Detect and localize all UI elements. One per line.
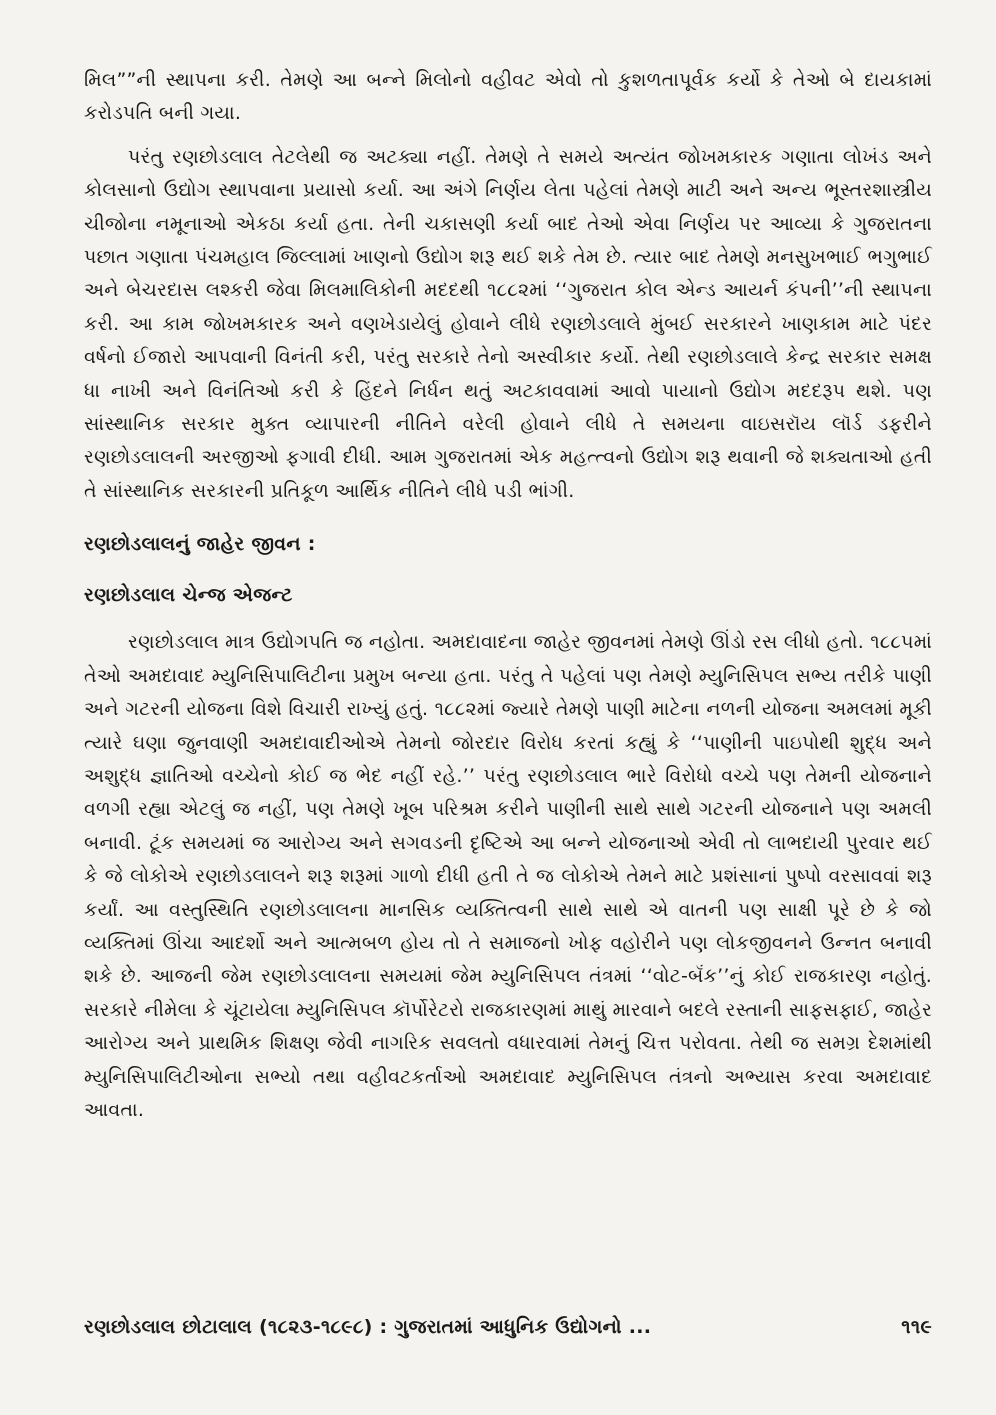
- page-footer: [84, 1316, 932, 1338]
- page-body: [84, 64, 932, 1127]
- paragraph-municipal-work: રણછોડલાલ માત્ર ઉદ્યોગપતિ જ નહોતા. અમદાવાદના જાહેર જીવનમાં તેમણે ઊંડો રસ લીધો હતો. ૧૮૮૫માં તેઓ અમદાવાદ મ્યુનિસિપાલિટીના પ્રમુખ બન્યા હતા. પરંતુ તે પહેલાં પણ તેમણે મ્યુનિસિપલ સભ્ય તરીકે પાણી અને ગટરની યોજના વિશે વિચારી રાખ્યું હતું. ૧૮૮૨માં જ્યારે તેમણે પાણી માટેના નળની યોજના અમલમાં મૂકી ત્યારે ઘણા જુનવાણી અમદાવાદીઓએ તેમનો જોરદાર વિરોધ કરતાં કહ્યું કે ‘‘પાણીની પાઇપોથી શુદ્ધ અને અશુદ્ધ જ્ઞાતિઓ વચ્ચેનો કોઈ જ ભેદ નહીં રહે.’’ પરંતુ રણછોડલાલ ભારે વિરોધો વચ્ચે પણ તેમની યોજનાને વળગી રહ્યા એટલું જ નહીં, પણ તેમણે ખૂબ પરિશ્રમ કરીને પાણીની સાથે સાથે ગટરની યોજનાને પણ અમલી બનાવી. ટૂંક સમયમાં જ આરોગ્ય અને સગવડની દૃષ્ટિએ આ બન્ને યોજનાઓ એવી તો લાભદાયી પુરવાર થઈ કે જે લોકોએ રણછોડલાલને શરૂ શરૂમાં ગાળો દીધી હતી તે જ લોકોએ તેમને માટે પ્રશંસાનાં પુષ્પો વરસાવવાં શરૂ કર્યાં. આ વસ્તુસ્થિતિ રણછોડલાલના માનસિક વ્યક્તિત્વની સાથે સાથે એ વાતની પણ સાક્ષી પૂરે છે કે જો વ્યક્તિમાં ઊંચા આદર્શો અને આત્મબળ હોય તો તે સમાજનો ખોફ વહોરીને પણ લોકજીવનને ઉન્નત બનાવી શકે છે. આજની જેમ રણછોડલાલના સમયમાં જેમ મ્યુનિસિપલ તંત્રમાં ‘‘વોટ-બૅંક’’નું કોઈ રાજકારણ નહોતું. સરકારે નીમેલા કે ચૂંટાયેલા મ્યુનિસિપલ કૉર્પોરેટરો રાજકારણમાં માથું મારવાને બદલે રસ્તાની સાફસફાઈ, જાહેર આરોગ્ય અને પ્રાથમિક શિક્ષણ જેવી નાગરિક સવલતો વધારવામાં તેમનું ચિત્ત પરોવતા. તેથી જ સમગ્ર દેશમાંથી મ્યુનિસિપાલિટીઓના સભ્યો તથા વહીવટકર્તાઓ અમદાવાદ મ્યુનિસિપલ તંત્રનો અભ્યાસ કરવા અમદાવાદ આવતા.: [84, 631, 932, 1121]
- running-title: રણછોડલાલ છોટાલાલ (૧૮૨૩-૧૮૯૮) : ગુજરાતમાં આધુનિક ઉદ્યોગનો ...: [84, 1316, 652, 1338]
- subsection-heading-change-agent: રણછોડલાલ ચેન્જ એજન્ટ: [84, 584, 293, 607]
- paragraph-iron-coal-industry: પરંતુ રણછોડલાલ તેટલેથી જ અટક્યા નહીં. તેમણે તે સમયે અત્યંત જોખમકારક ગણાતા લોખંડ અને કોલસાનો ઉદ્યોગ સ્થાપવાના પ્રયાસો કર્યા. આ અંગે નિર્ણય લેતા પહેલાં તેમણે માટી અને અન્ય ભૂસ્તરશાસ્ત્રીય ચીજોના નમૂનાઓ એકઠા કર્યા હતા. તેની ચકાસણી કર્યા બાદ તેઓ એવા નિર્ણય પર આવ્યા કે ગુજરાતના પછાત ગણાતા પંચમહાલ જિલ્લામાં ખાણનો ઉદ્યોગ શરૂ થઈ શકે તેમ છે. ત્યાર બાદ તેમણે મનસુખભાઈ ભગુભાઈ અને બેચરદાસ લશ્કરી જેવા મિલમાલિકોની મદદથી ૧૮૮૨માં ‘‘ગુજરાત કોલ એન્ડ આયર્ન કંપની’’ની સ્થાપના કરી. આ કામ જોખમકારક અને વણખેડાયેલું હોવાને લીધે રણછોડલાલે મુંબઈ સરકારને ખાણકામ માટે પંદર વર્ષનો ઈજારો આપવાની વિનંતી કરી, પરંતુ સરકારે તેનો અસ્વીકાર કર્યો. તેથી રણછોડલાલે કેન્દ્ર સરકાર સમક્ષ ધા નાખી અને વિનંતિઓ કરી કે હિંદને નિર્ધન થતું અટકાવવામાં આવો પાયાનો ઉદ્યોગ મદદરૂપ થશે. પણ સાંસ્થાનિક સરકાર મુક્ત વ્યાપારની નીતિને વરેલી હોવાને લીધે તે સમયના વાઇસરૉય લૉર્ડ ડફરીને રણછોડલાલની અરજીઓ ફગાવી દીધી. આમ ગુજરાતમાં એક મહત્ત્વનો ઉદ્યોગ શરૂ થવાની જે શક્યતાઓ હતી તે સાંસ્થાનિક સરકારની પ્રતિકૂળ આર્થિક નીતિને લીધે પડી ભાંગી.: [84, 145, 932, 502]
- section-heading-public-life: રણછોડલાલનું જાહેર જીવન :: [84, 533, 316, 556]
- page-number: ૧૧૯: [901, 1316, 932, 1338]
- paragraph-continuation: મિલ””ની સ્થાપના કરી. તેમણે આ બન્ને મિલોનો વહીવટ એવો તો કુશળતાપૂર્વક કર્યો કે તેઓ બે દાયકામાં કરોડપતિ બની ગયા.: [84, 69, 932, 125]
